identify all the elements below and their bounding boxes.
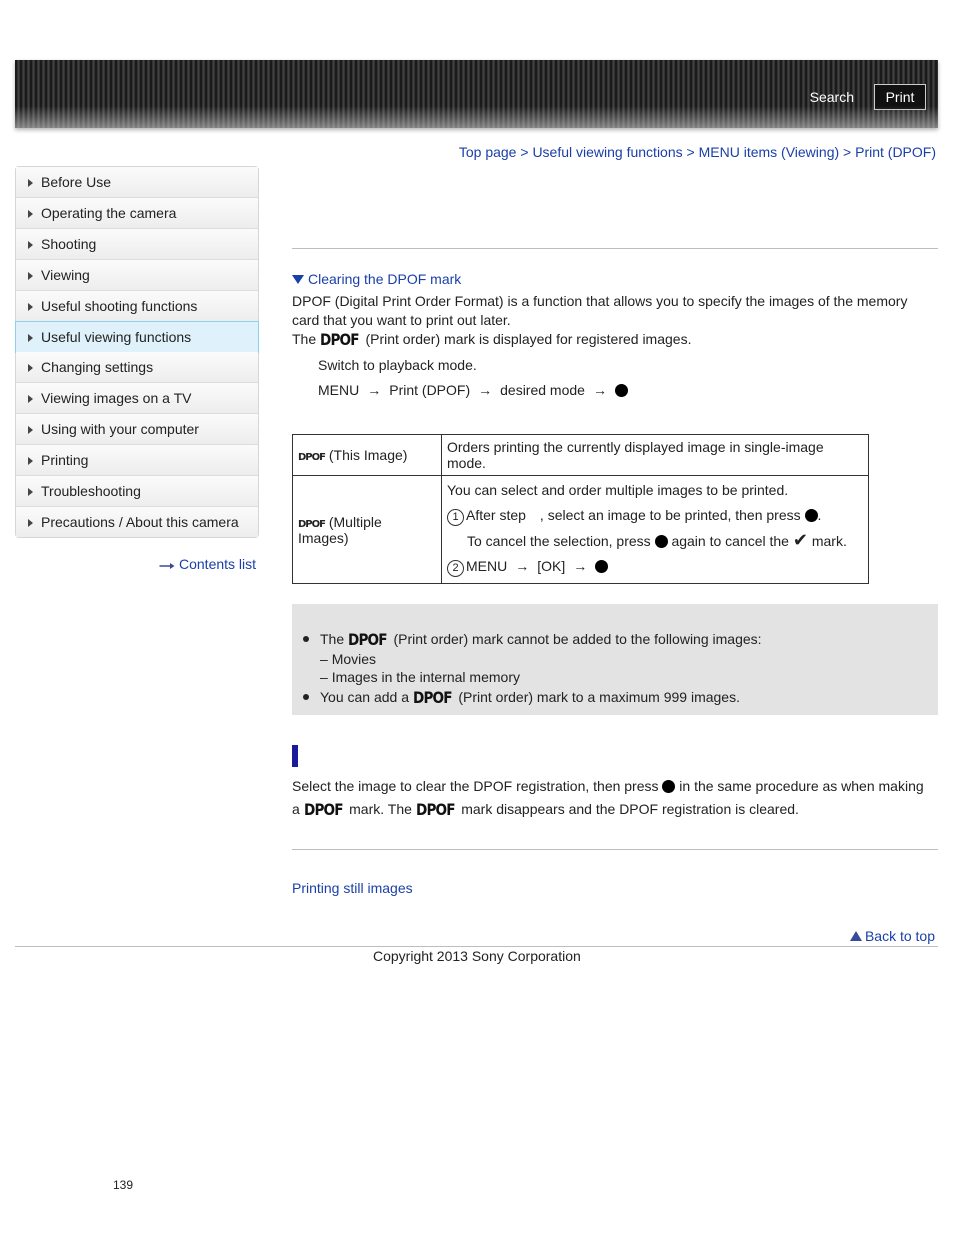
desc-line bbox=[447, 554, 863, 579]
menu-label: MENU bbox=[318, 382, 360, 398]
sidebar-item-troubleshooting[interactable] bbox=[16, 476, 258, 507]
dpof-modes-table bbox=[292, 434, 869, 584]
desc-cell bbox=[442, 476, 869, 584]
search-link[interactable]: Search bbox=[809, 89, 854, 105]
step-1: Switch to playback mode. bbox=[318, 357, 477, 373]
note-2 bbox=[320, 688, 740, 707]
note-sub-2 bbox=[320, 669, 520, 685]
triangle-right-icon bbox=[28, 519, 33, 527]
copyright: Copyright 2013 Sony Corporation bbox=[373, 948, 581, 964]
note-text: (Print order) mark to a maximum 999 images. bbox=[458, 689, 740, 705]
triangle-right-icon bbox=[28, 364, 33, 372]
clear-paragraph-line-2 bbox=[292, 800, 938, 819]
triangle-up-icon bbox=[850, 931, 862, 941]
center-button-icon bbox=[805, 509, 818, 522]
dpof-mark-icon: DPOF bbox=[348, 630, 387, 649]
triangle-right-icon bbox=[28, 488, 33, 496]
section-heading-bar bbox=[292, 745, 298, 767]
arrow-right-icon bbox=[158, 563, 176, 569]
dpof-mark-icon: DPOF bbox=[303, 800, 343, 819]
desc-text: After step bbox=[466, 507, 526, 523]
checkmark-icon: ✔ bbox=[792, 530, 808, 550]
note-sub-1 bbox=[320, 651, 376, 667]
intro-text-post: (Print order) mark is displayed for registered images. bbox=[365, 331, 692, 347]
dpof-multiple-icon: DPOF bbox=[298, 518, 325, 530]
sidebar-item-label: Changing settings bbox=[41, 359, 154, 375]
arrow-right-icon: → bbox=[515, 558, 530, 574]
clear-paragraph-line-1 bbox=[292, 777, 938, 796]
triangle-right-icon bbox=[28, 303, 33, 311]
clear-text: Select the image to clear the DPOF registration, then press bbox=[292, 778, 659, 794]
arrow-right-icon: → bbox=[367, 382, 382, 398]
center-button-icon bbox=[595, 560, 608, 573]
breadcrumb-separator: > bbox=[520, 144, 529, 160]
header-bar bbox=[15, 60, 938, 128]
sidebar-item-viewing[interactable] bbox=[16, 260, 258, 291]
breadcrumb-print-dpof[interactable]: Print (DPOF) bbox=[855, 144, 936, 160]
desc-text: . bbox=[817, 507, 822, 523]
clear-text: a bbox=[292, 801, 300, 817]
note-text: Movies bbox=[331, 651, 377, 667]
table-row bbox=[293, 476, 869, 584]
triangle-right-icon bbox=[28, 457, 33, 465]
triangle-down-icon bbox=[292, 275, 304, 284]
intro-text-pre: The bbox=[292, 331, 317, 347]
dpof-mark-icon: DPOF bbox=[412, 688, 452, 707]
triangle-right-icon bbox=[28, 426, 33, 434]
sidebar-item-label: Useful viewing functions bbox=[41, 329, 192, 345]
page-number: 139 bbox=[113, 1178, 134, 1192]
triangle-right-icon bbox=[28, 241, 33, 249]
triangle-right-icon bbox=[28, 210, 33, 218]
print-button[interactable]: Print bbox=[874, 84, 926, 110]
triangle-right-icon bbox=[28, 179, 33, 187]
notes-box bbox=[292, 604, 938, 715]
dash: – bbox=[320, 669, 328, 685]
desc-text: To cancel the selection, press bbox=[467, 533, 651, 549]
breadcrumb-menu-items[interactable]: MENU items (Viewing) bbox=[698, 144, 840, 160]
dpof-mark-icon: DPOF bbox=[415, 800, 455, 819]
arrow-right-icon: → bbox=[592, 382, 607, 398]
clear-text: mark. The bbox=[349, 801, 412, 817]
sidebar-item-label: Useful shooting functions bbox=[41, 298, 198, 314]
sidebar-item-precautions[interactable] bbox=[16, 507, 258, 537]
sidebar-item-changing-settings[interactable] bbox=[16, 352, 258, 383]
intro-paragraph: DPOF (Digital Print Order Format) is a function that allows you to specify the images of the memory card that you want to print out later. bbox=[292, 293, 908, 328]
breadcrumb-top-page[interactable]: Top page bbox=[458, 144, 517, 160]
bullet-icon bbox=[303, 636, 309, 642]
dash: – bbox=[320, 651, 328, 667]
desc-text: mark. bbox=[811, 533, 847, 549]
footer-divider bbox=[15, 946, 938, 947]
step-number-icon: 2 bbox=[447, 560, 464, 577]
sidebar-item-label: Operating the camera bbox=[41, 205, 177, 221]
note-text: (Print order) mark cannot be added to the following images: bbox=[393, 631, 762, 647]
printing-still-images-link[interactable]: Printing still images bbox=[292, 880, 413, 896]
triangle-right-icon bbox=[28, 272, 33, 280]
intro-dpof-line bbox=[292, 330, 938, 349]
step-2 bbox=[318, 381, 918, 400]
note-1 bbox=[320, 630, 762, 649]
note-text: The bbox=[320, 631, 345, 647]
sidebar-item-useful-viewing[interactable] bbox=[15, 321, 259, 353]
back-to-top-link[interactable] bbox=[850, 928, 935, 944]
divider bbox=[292, 248, 938, 249]
sidebar-item-label: Printing bbox=[41, 452, 89, 468]
note-text: You can add a bbox=[320, 689, 410, 705]
sidebar-item-useful-shooting[interactable] bbox=[16, 291, 258, 322]
bullet-icon bbox=[303, 694, 309, 700]
breadcrumb-separator: > bbox=[686, 144, 695, 160]
desc-line bbox=[447, 503, 863, 528]
note-text: Images in the internal memory bbox=[331, 669, 520, 685]
sidebar-item-shooting[interactable] bbox=[16, 229, 258, 260]
contents-list-label: Contents list bbox=[179, 556, 257, 572]
mode-label: (Multiple Images) bbox=[298, 513, 382, 546]
sidebar-item-before-use[interactable] bbox=[16, 167, 258, 198]
center-button-icon bbox=[655, 535, 668, 548]
mode-cell bbox=[293, 435, 442, 476]
dpof-single-icon: DPOF bbox=[298, 452, 325, 463]
print-dpof-label: Print (DPOF) bbox=[389, 382, 471, 398]
ok-label: [OK] bbox=[537, 558, 566, 574]
menu-label: MENU bbox=[466, 558, 508, 574]
clear-text: in the same procedure as when making bbox=[679, 778, 924, 794]
sidebar-item-computer[interactable] bbox=[16, 414, 258, 445]
sidebar-item-label: Before Use bbox=[41, 174, 112, 190]
sidebar-item-label: Shooting bbox=[41, 236, 97, 252]
back-to-top-label: Back to top bbox=[864, 928, 935, 944]
arrow-right-icon: → bbox=[573, 558, 588, 574]
breadcrumb-useful-viewing[interactable]: Useful viewing functions bbox=[532, 144, 683, 160]
sidebar-item-label: Viewing images on a TV bbox=[41, 390, 192, 406]
arrow-right-icon: → bbox=[478, 382, 493, 398]
sidebar-item-label: Precautions / About this camera bbox=[41, 514, 239, 530]
table-row bbox=[293, 435, 869, 476]
breadcrumb bbox=[459, 144, 936, 160]
contents-list-link[interactable] bbox=[158, 556, 256, 572]
sidebar-item-label: Viewing bbox=[41, 267, 90, 283]
center-button-icon bbox=[662, 780, 675, 793]
mode-label: (This Image) bbox=[328, 447, 408, 463]
mode-cell bbox=[293, 476, 442, 584]
sidebar-nav bbox=[15, 166, 259, 538]
desc-cell: Orders printing the currently displayed image in single-image mode. bbox=[442, 435, 869, 476]
desc-line bbox=[447, 528, 863, 554]
sidebar-item-label: Using with your computer bbox=[41, 421, 199, 437]
sidebar-item-label: Troubleshooting bbox=[41, 483, 141, 499]
center-button-icon bbox=[615, 384, 628, 397]
sidebar-item-tv[interactable] bbox=[16, 383, 258, 414]
breadcrumb-separator: > bbox=[843, 144, 852, 160]
triangle-right-icon bbox=[28, 395, 33, 403]
dpof-mark-icon: DPOF bbox=[320, 330, 359, 349]
anchor-label: Clearing the DPOF mark bbox=[308, 271, 462, 287]
sidebar-item-operating[interactable] bbox=[16, 198, 258, 229]
divider bbox=[292, 849, 938, 850]
desired-mode-label: desired mode bbox=[500, 382, 585, 398]
desc-line: You can select and order multiple images to be printed. bbox=[447, 482, 789, 498]
triangle-right-icon bbox=[28, 334, 33, 342]
sidebar-item-printing[interactable] bbox=[16, 445, 258, 476]
clearing-dpof-anchor-link[interactable] bbox=[292, 271, 461, 287]
desc-text: , select an image to be printed, then press bbox=[539, 507, 801, 523]
desc-text: again to cancel the bbox=[671, 533, 789, 549]
clear-text: mark disappears and the DPOF registration is cleared. bbox=[461, 801, 799, 817]
step-number-icon: 1 bbox=[447, 509, 464, 526]
